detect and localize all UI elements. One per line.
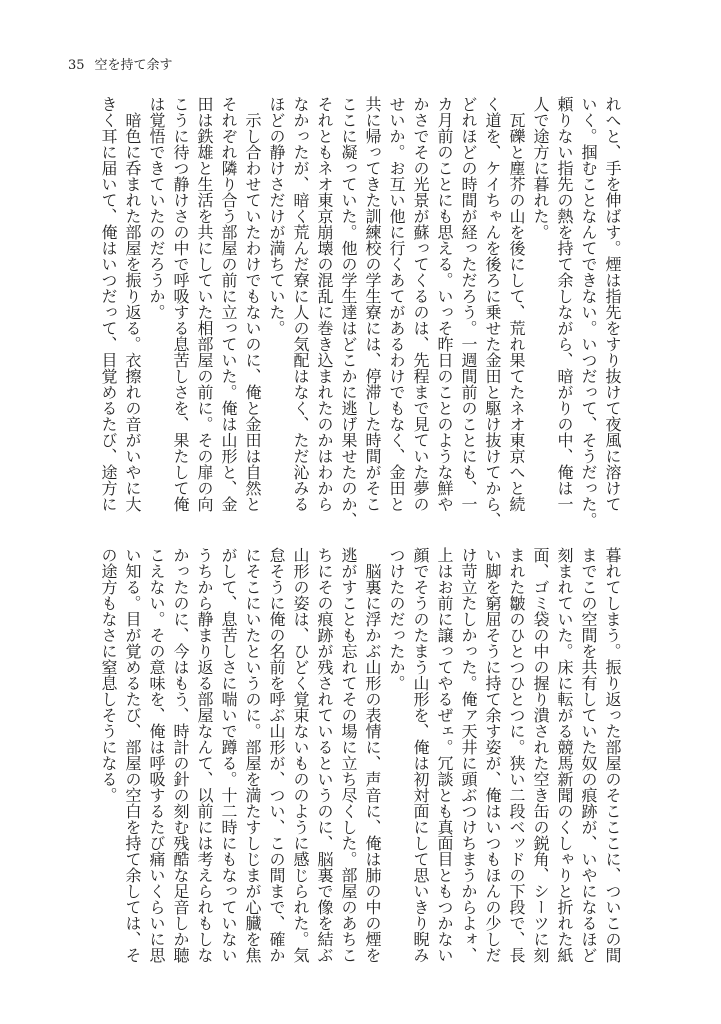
text-column: く道を、ケイちゃんを後ろに乗せた金田と駆け抜けてから、 <box>483 96 502 528</box>
text-column: つけたのだったか。 <box>387 547 406 691</box>
text-column: かさでその光景が蘇ってくるのは、先程まで見ていた夢の <box>411 96 430 512</box>
lower-text-block <box>96 547 624 981</box>
text-column: の途方もなさに窒息しそうになる。 <box>99 547 118 803</box>
upper-text-block <box>96 96 624 530</box>
text-column: 示し合わせていたわけでもないのに、俺と金田は自然と <box>243 96 262 512</box>
text-column: うちから静まり返る部屋なんて、以前には考えられもしな <box>195 547 214 963</box>
text-column: 上はお前に譲ってやるぜェ。冗談とも真面目ともつかない <box>435 547 454 963</box>
text-column: 共に帰ってきた訓練校の学生寮には、停滞した時間がそこ <box>363 96 382 512</box>
text-column: なかったが、暗く荒んだ寮に人の気配はなく、ただ沁みる <box>291 96 310 512</box>
text-column: ほどの静けさだけが満ちていた。 <box>267 96 286 336</box>
text-column: それぞれ隣り合う部屋の前に立っていた。俺は山形と、金 <box>219 96 238 512</box>
text-column: きく耳に届いて、俺はいつだって、目覚めるたび、途方に <box>99 96 118 512</box>
text-column: カ月前のことにも思える。いっそ昨日のことのような鮮や <box>435 96 454 512</box>
text-column: 山形の姿は、ひどく覚束ないもののように感じられた。気 <box>291 547 310 963</box>
text-column: 暗色に呑まれた部屋を振り返る。衣擦れの音がいやに大 <box>123 96 142 512</box>
text-column: 怠そうに俺の名前を呼ぶ山形が、つい、この間まで、確か <box>267 547 286 963</box>
text-column: 面、ゴミ袋の中の握り潰された空き缶の鋭角、シーツに刻 <box>531 547 550 963</box>
text-column: い脚を窮屈そうに持て余す姿が、俺はいつもほんの少しだ <box>483 547 502 963</box>
text-column: せいか。お互い他に行くあてがあるわけでもなく、金田と <box>387 96 406 512</box>
text-column: 頼りない指先の熱を持て余しながら、暗がりの中、俺は一 <box>555 96 574 512</box>
running-header <box>68 54 173 73</box>
text-column: 顔でそうのたまう山形を、俺は初対面にして思いきり睨み <box>411 547 430 963</box>
text-column: 刻まれていた。床に転がる競馬新聞のくしゃりと折れた紙 <box>555 547 574 963</box>
text-column: かったのに、今はもう、時計の針の刻む残酷な足音しか聴 <box>171 547 190 963</box>
text-column: 瓦礫と塵芥の山を後にして、荒れ果てたネオ東京へと続 <box>507 96 526 512</box>
text-column: い知る。目が覚めるたび、部屋の空白を持て余しては、そ <box>123 547 142 963</box>
text-column: にそこにいたというのに。部屋を満たすしじまが心臓を焦 <box>243 547 262 963</box>
page-number: 35 <box>68 58 85 73</box>
text-column: 田は鉄雄と生活を共にしていた相部屋の前に。その扉の向 <box>195 96 214 512</box>
text-column: ここに凝っていた。他の学生達はどこかに逃げ果せたのか、 <box>339 96 358 528</box>
text-column: 逃がすことも忘れてその場に立ち尽くした。部屋のあちこ <box>339 547 358 963</box>
text-column: どれほどの時間が経っただろう。一週間前のことにも、一 <box>459 96 478 512</box>
text-column: まれた皺のひとつひとつに。狭い二段ベッドの下段で、長 <box>507 547 526 963</box>
text-column: こうに待つ静けさの中で呼吸する息苦しさを、果たして俺 <box>171 96 190 512</box>
text-column: は覚悟できていたのだろうか。 <box>147 96 166 320</box>
text-column: ちにその痕跡が残されているというのに、脳裏で像を結ぶ <box>315 547 334 963</box>
text-column: こえない。その意味を、俺は呼吸するたび痛いくらいに思 <box>147 547 166 963</box>
text-column: 人で途方に暮れた。 <box>531 96 550 240</box>
text-column: れへと、手を伸ばす。煙は指先をすり抜けて夜風に溶けて <box>603 96 622 512</box>
text-column: け苛立たしかった。俺ァ天井に頭ぶつけちまうからよォ、 <box>459 547 478 963</box>
text-column: それともネオ東京崩壊の混乱に巻き込まれたのかはわから <box>315 96 334 512</box>
text-column: までこの空間を共有していた奴の痕跡が、いやになるほど <box>579 547 598 963</box>
text-column: 脳裏に浮かぶ山形の表情に、声音に、俺は肺の中の煙を <box>363 547 382 963</box>
text-column: いく。掴むことなんてできない。いつだって、そうだった。 <box>579 96 598 528</box>
text-column: がして、息苦しさに喘いで蹲る。十二時にもなっていない <box>219 547 238 963</box>
text-column: 暮れてしまう。振り返った部屋のそこここに、ついこの間 <box>603 547 622 963</box>
chapter-title: 空を持て余す <box>94 58 173 73</box>
